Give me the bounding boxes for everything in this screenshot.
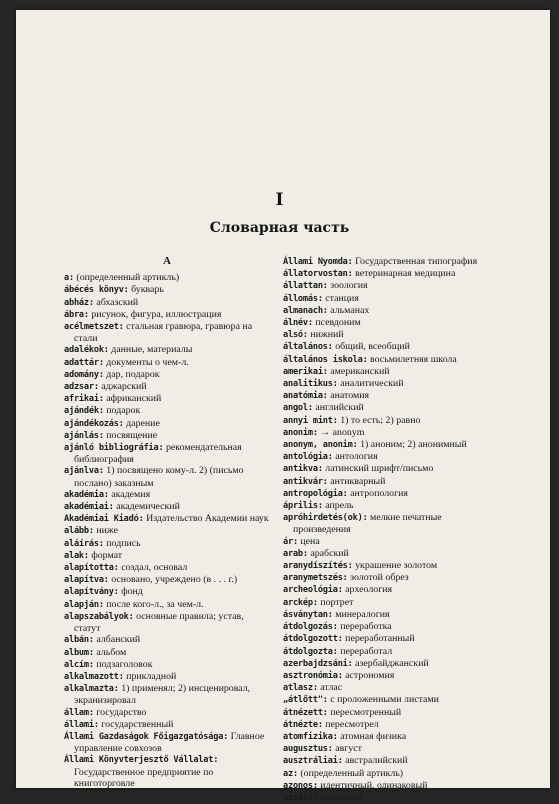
entry-translation: апрель [325,500,354,512]
dictionary-entry [283,476,493,488]
entry-translation: → anonym [320,426,365,438]
dictionary-entry [283,390,493,402]
dictionary-entry [64,671,270,683]
entry-headword: augusztus: [283,744,333,755]
entry-translation: переработка [340,621,392,633]
dictionary-entry [64,659,270,671]
dictionary-entry [283,402,493,414]
entry-translation: 1) применял; 2) инсценировал, экранизировал [74,683,251,707]
entry-headword: április: [283,501,323,512]
entry-headword: ajánló bibliográfia: [64,443,164,454]
entry-translation: альманах [330,304,370,316]
entry-translation: государство [96,706,147,718]
dictionary-entry [283,560,493,572]
entry-headword: az: [283,768,298,779]
entry-headword: „átlőtt": [283,695,328,706]
dictionary-entry [283,366,493,378]
entry-translation: атомная физика [340,730,407,742]
entry-headword: antikvár: [283,476,328,487]
entry-translation: (определенный артикль) [300,767,404,779]
dictionary-entry [283,719,493,731]
entry-headword: azerbajdzsáni: [283,658,353,669]
entry-headword: angol: [283,403,313,414]
dictionary-entry [64,272,270,284]
entry-translation: абхазский [96,296,139,308]
entry-translation: академический [116,501,180,513]
entry-translation: после кого-л., за чем-л. [106,598,204,610]
entry-translation: идентичный, одинаковый [320,779,428,791]
letter-heading: A [163,255,171,267]
dictionary-entry [283,536,493,548]
entry-headword: alsó: [283,330,308,341]
entry-translation: альбом [96,646,127,658]
entry-headword: ajándék: [64,406,104,417]
dictionary-entry [283,280,493,292]
entry-headword: akadémia: [64,489,109,500]
dictionary-entry [283,755,493,767]
entry-translation: атлас [320,682,343,694]
dictionary-entry [283,488,493,500]
entry-headword: ár: [283,536,298,547]
entry-headword: amerikai: [283,366,328,377]
entry-translation: стальная гравюра, гравюра на стали [74,321,253,345]
entry-headword: annyi mint: [283,415,338,426]
entry-translation: американский [330,365,390,377]
dictionary-entry [64,525,270,537]
section-title: Словарная часть [209,220,350,236]
dictionary-entry [283,317,493,329]
dictionary-entry [64,430,270,442]
dictionary-entry [283,780,493,792]
dictionary-entry [64,321,270,344]
dictionary-entry [283,682,493,694]
dictionary-entry [283,427,493,439]
entry-headword: archeológia: [283,585,343,596]
entry-headword: arckép: [283,597,318,608]
entry-headword: állami: [64,719,99,730]
dictionary-entry [283,354,493,366]
dictionary-entry [283,415,493,427]
dictionary-entry [64,442,270,465]
dictionary-entry [64,538,270,550]
entry-headword: antikva: [283,464,323,475]
entry-headword: akadémiai: [64,502,114,513]
entry-translation: астрономия [345,669,395,681]
entry-headword: álnév: [283,318,313,329]
left-column [64,256,270,789]
dictionary-entry [283,500,493,512]
entry-headword: alak: [64,550,89,561]
dictionary-entry [283,694,493,706]
dictionary-entry [64,393,270,405]
entry-headword: anonim: [283,427,318,438]
entry-headword: állatorvostan: [283,269,353,280]
entry-translation: антропология [350,487,408,499]
entry-translation: общий, всеобщий [335,341,410,353]
entry-headword: afrikai: [64,394,104,405]
dictionary-entry [64,550,270,562]
entry-headword: átnézett: [283,707,328,718]
entry-translation: основные правила; устав, статут [74,610,244,635]
entry-translation: украшение золотом [355,560,438,572]
entry-headword: alcím: [64,659,94,670]
dictionary-entry [283,463,493,475]
dictionary-entry [283,548,493,560]
entry-headword: átdolgozta: [283,646,338,657]
entry-translation: посвящение [106,429,158,441]
dictionary-entry [64,731,270,754]
entry-translation: африканский [106,393,162,405]
entry-translation: подарок [106,405,141,417]
entry-translation: рисунок, фигура, иллюстрация [91,308,222,320]
right-entry-list [283,256,493,804]
entry-headword: ábécés könyv: [64,285,129,296]
entry-headword: alapítva: [64,575,109,586]
dictionary-entry [64,611,270,634]
entry-translation: август [335,743,362,755]
dictionary-entry [283,512,493,535]
dictionary-entry [283,341,493,353]
dictionary-entry [283,792,493,804]
dictionary-entry [64,309,270,321]
entry-headword: adattár: [64,357,104,368]
dictionary-entry [283,451,493,463]
entry-translation: латинский шрифт/письмо [325,463,434,475]
dictionary-entry [64,754,270,789]
entry-headword: átdolgozás: [283,622,338,633]
entry-headword: átnézte: [283,719,323,730]
entry-headword: Állami Könyvterjesztő Vállalat: [64,755,219,766]
dictionary-entry [64,707,270,719]
dictionary-entry [64,599,270,611]
entry-headword: Akadémiai Kiadó: [64,514,144,525]
entry-headword: apróhirdetés(ok): [283,513,368,524]
entry-translation: прикладной [126,670,177,682]
entry-headword: ajándékozás: [64,418,124,429]
entry-translation: восьмилетняя школа [370,353,457,365]
entry-translation: создал, основал [121,562,188,574]
entry-translation: букварь [131,284,164,296]
dictionary-entry [64,683,270,706]
entry-headword: ajánlva: [64,466,104,477]
entry-translation: переработал [340,645,393,657]
entry-translation: аналитический [340,378,404,390]
dictionary-entry [283,305,493,317]
entry-translation: ниже [96,525,118,537]
dictionary-entry [283,621,493,633]
entry-translation: Главное управление совхозов [74,730,265,755]
entry-headword: ausztráliai: [283,756,343,767]
dictionary-entry [64,405,270,417]
dictionary-entry [283,329,493,341]
entry-headword: almanach: [283,305,328,316]
entry-translation: пересмотрел [325,718,379,730]
dictionary-entry [283,707,493,719]
entry-translation: азербайджанский [355,657,429,669]
entry-translation: золотой обрез [350,572,409,584]
entry-headword: acélmetszet: [64,322,124,333]
dictionary-entry [64,344,270,356]
entry-headword: állam: [64,707,94,718]
entry-translation: аджарский [101,381,147,393]
dictionary-entry [283,670,493,682]
entry-headword: állattan: [283,281,328,292]
entry-translation: минералогия [335,608,390,620]
entry-translation: пересмотренный [330,706,402,718]
dictionary-entry [64,418,270,430]
entry-translation: переработанный [345,633,415,645]
dictionary-entry [283,743,493,755]
entry-headword: Állami Nyomda: [283,257,353,267]
dictionary-entry [283,256,493,268]
entry-headword: anonym, anonim: [283,440,358,451]
entry-headword: ajánlás: [64,430,104,441]
entry-headword: alapszabályok: [64,611,134,622]
entry-translation: арабский [310,547,349,559]
entry-headword: átdolgozott: [283,634,343,645]
dictionary-entry [283,597,493,609]
dictionary-entry [283,633,493,645]
dictionary-entry [64,381,270,393]
entry-translation: портрет [320,596,354,608]
entry-headword: alább: [64,526,94,537]
entry-headword: adomány: [64,369,104,380]
dictionary-entry [64,501,270,513]
entry-translation: псевдоним [315,317,361,329]
entry-headword: alapította: [64,563,119,574]
entry-headword: alapítvány: [64,587,119,598]
entry-translation: австралийский [345,755,408,767]
entry-headword: aranymetszés: [283,573,348,584]
entry-translation: подзаголовок [96,658,153,670]
entry-headword: azonos: [283,780,318,791]
dictionary-entry [64,586,270,598]
entry-headword: általános iskola: [283,354,368,365]
dictionary-entry [64,574,270,586]
entry-translation: подпись [106,537,141,549]
entry-headword: antológia: [283,452,333,463]
dictionary-entry [283,584,493,596]
entry-headword: aranydíszítés: [283,561,353,572]
dictionary-entry [64,719,270,731]
entry-headword: abház: [64,297,94,308]
entry-translation: 1) посвящено кому-л. 2) (письмо послано) заказным [74,465,244,489]
entry-headword: asztronómia: [283,670,343,681]
entry-headword: album: [64,647,94,658]
entry-headword: arab: [283,548,308,559]
dictionary-entry [64,284,270,296]
entry-headword: általános: [283,342,333,353]
dictionary-entry [283,768,493,780]
section-numeral: I [275,190,284,210]
entry-translation: рекомендательная библиография [74,442,242,466]
entry-headword: alapján: [64,599,104,610]
left-entry-list [64,272,270,789]
dictionary-entry [64,357,270,369]
entry-headword: adzsar: [64,382,99,393]
entry-translation: с проложенными листами [330,694,439,706]
dictionary-entry [64,465,270,488]
dictionary-entry [283,731,493,743]
dictionary-entry [283,378,493,390]
dictionary-entry [283,658,493,670]
entry-translation: Государственное предприятие по книготорговле [74,766,214,789]
entry-headword: ázsiai: [283,792,318,803]
entry-translation: документы о чем-л. [106,356,189,368]
entry-headword: antropológia: [283,488,348,499]
dictionary-entry [64,562,270,574]
entry-translation: Государственная типография [355,256,478,267]
entry-translation: антология [335,451,378,463]
entry-headword: állomás: [283,293,323,304]
entry-translation: зоология [330,280,368,292]
entry-translation: 1) то есть; 2) равно [340,414,421,426]
entry-translation: станция [325,292,359,304]
entry-translation: основано, учреждено (в . . . г.) [111,574,238,586]
entry-translation: анатомия [330,390,370,402]
entry-translation: ветеринарная медицина [355,268,456,280]
entry-headword: analitikus: [283,379,338,390]
entry-translation: Издательство Академии наук [146,513,269,525]
entry-translation: 1) аноним; 2) анонимный [360,439,467,451]
entry-translation: мелкие печатные произведения [293,512,442,536]
dictionary-entry [283,293,493,305]
entry-headword: aláírás: [64,538,104,549]
entry-headword: Állami Gazdaságok Főigazgatósága: [64,731,229,742]
dictionary-entry [64,647,270,659]
entry-headword: atomfizika: [283,731,338,742]
entry-headword: ásványtan: [283,609,333,620]
entry-headword: anatómia: [283,391,328,402]
entry-headword: alkalmazott: [64,671,124,682]
entry-translation: цена [300,535,320,547]
entry-headword: albán: [64,635,94,646]
entry-translation: английский [315,402,364,414]
dictionary-entry [64,513,270,525]
dictionary-entry [283,439,493,451]
entry-translation: академия [111,488,151,500]
dictionary-entry [64,297,270,309]
right-column [283,256,493,804]
entry-translation: данные, материалы [111,344,193,356]
entry-headword: alkalmazta: [64,684,119,695]
entry-headword: atlasz: [283,683,318,694]
entry-translation: археология [345,584,393,596]
dictionary-entry [64,489,270,501]
entry-translation: азиатский [320,791,363,803]
entry-headword: adalékok: [64,345,109,356]
entry-headword: a: [64,273,74,284]
dictionary-entry [283,268,493,280]
dictionary-entry [64,369,270,381]
entry-translation: дарение [126,417,160,429]
dictionary-entry [283,572,493,584]
entry-translation: (определенный артикль) [76,272,180,284]
entry-translation: формат [91,549,123,561]
entry-headword: ábra: [64,309,89,320]
entry-translation: албанский [96,634,141,646]
dictionary-entry [64,634,270,646]
entry-translation: антикварный [330,475,386,487]
dictionary-entry [283,609,493,621]
entry-translation: государственный [101,718,174,730]
entry-translation: фонд [121,586,143,598]
entry-translation: дар, подарок [106,368,160,380]
entry-translation: нижний [310,329,344,341]
dictionary-entry [283,646,493,658]
